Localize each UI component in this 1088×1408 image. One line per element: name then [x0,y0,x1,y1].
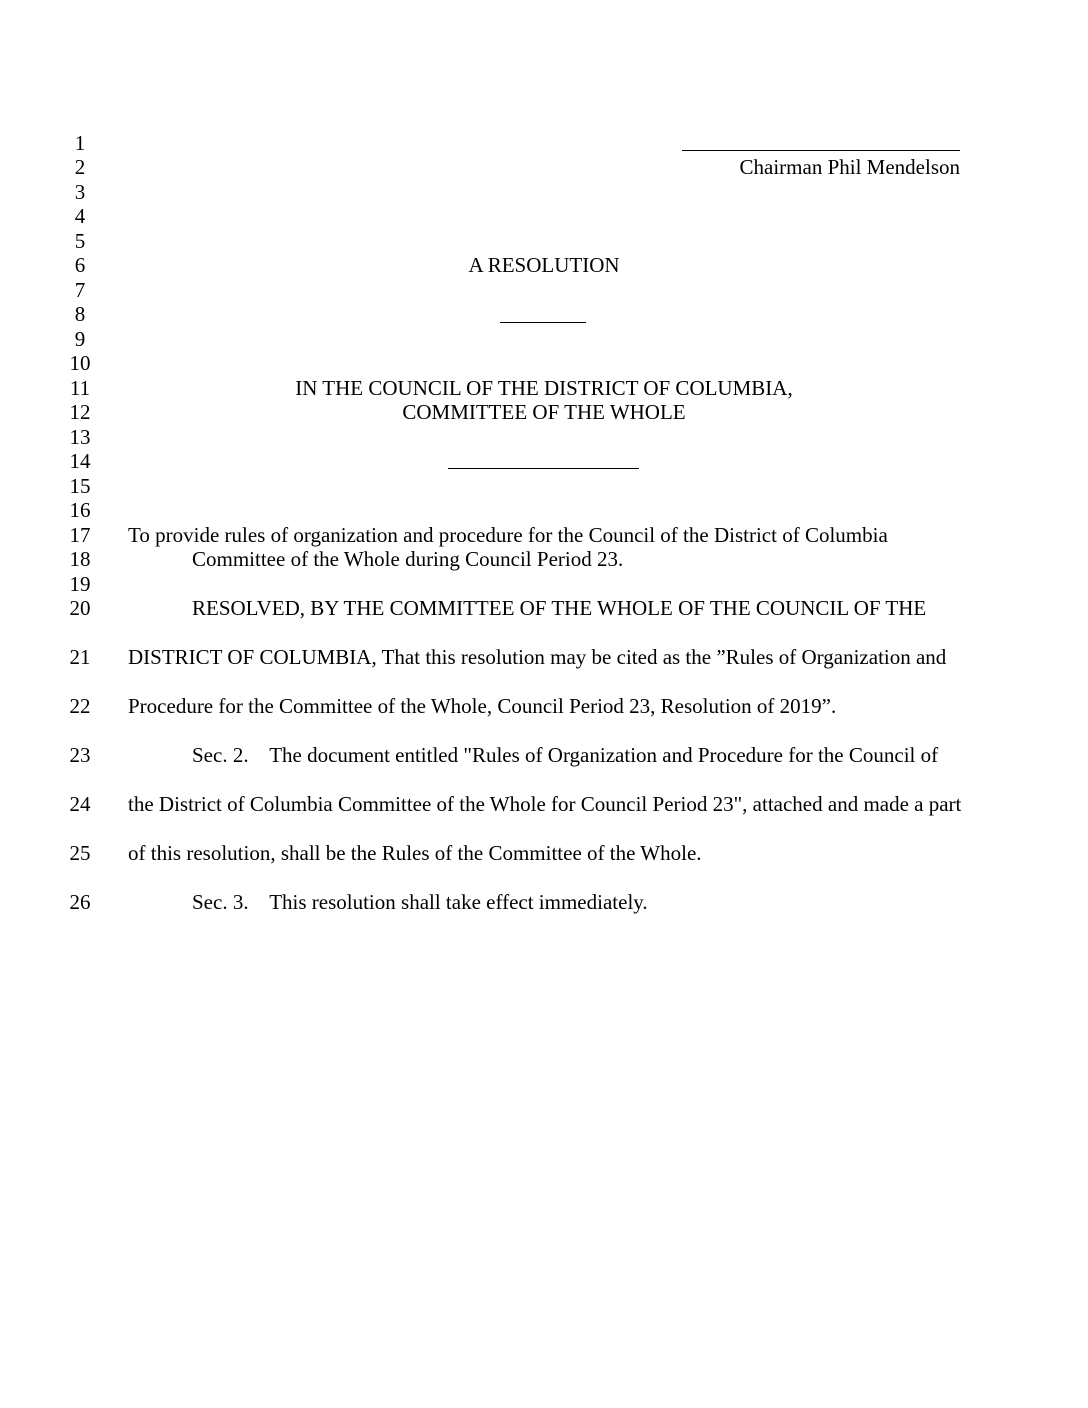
section-2: the District of Columbia Committee of the Whole for Council Period 23", attached and made a part [128,792,962,816]
line-number: 26 [69,890,91,914]
line-number: 20 [69,596,91,620]
date-blank [448,468,639,469]
line-number: 13 [69,425,91,449]
line-number: 4 [74,204,86,228]
purpose-text: To provide rules of organization and procedure for the Council of the District of Columbia [128,523,888,547]
resolution-number-blank [500,322,586,323]
resolved-clause: Procedure for the Committee of the Whole, Council Period 23, Resolution of 2019”. [128,694,837,718]
section-2: Sec. 2. The document entitled "Rules of Organization and Procedure for the Council of [192,743,939,767]
line-number: 7 [74,278,86,302]
line-number: 3 [74,180,86,204]
line-number: 8 [74,302,86,326]
line-number: 18 [69,547,91,571]
line-number: 14 [69,449,91,473]
line-number: 12 [69,400,91,424]
resolved-clause: RESOLVED, BY THE COMMITTEE OF THE WHOLE OF THE COUNCIL OF THE [192,596,927,620]
line-number: 11 [69,376,91,400]
line-number: 15 [69,474,91,498]
line-number: 9 [74,327,86,351]
section-2: of this resolution, shall be the Rules of the Committee of the Whole. [128,841,702,865]
line-number: 17 [69,523,91,547]
line-number: 10 [69,351,91,375]
line-number: 2 [74,155,86,179]
line-number: 5 [74,229,86,253]
council-heading: IN THE COUNCIL OF THE DISTRICT OF COLUMBIA, [295,376,793,400]
line-number: 22 [69,694,91,718]
section-3: Sec. 3. This resolution shall take effect immediately. [192,890,648,914]
line-number: 16 [69,498,91,522]
line-number: 1 [74,131,86,155]
line-number: 6 [74,253,86,277]
resolution-title: A RESOLUTION [468,253,620,277]
line-number: 21 [69,645,91,669]
purpose-text: Committee of the Whole during Council Period 23. [192,547,624,571]
line-number: 23 [69,743,91,767]
committee-heading: COMMITTEE OF THE WHOLE [402,400,686,424]
line-number: 19 [69,572,91,596]
resolved-clause: DISTRICT OF COLUMBIA, That this resolution may be cited as the ”Rules of Organization and [128,645,947,669]
signature-line [682,150,960,151]
line-number: 24 [69,792,91,816]
signatory-name: Chairman Phil Mendelson [739,155,960,179]
line-number: 25 [69,841,91,865]
